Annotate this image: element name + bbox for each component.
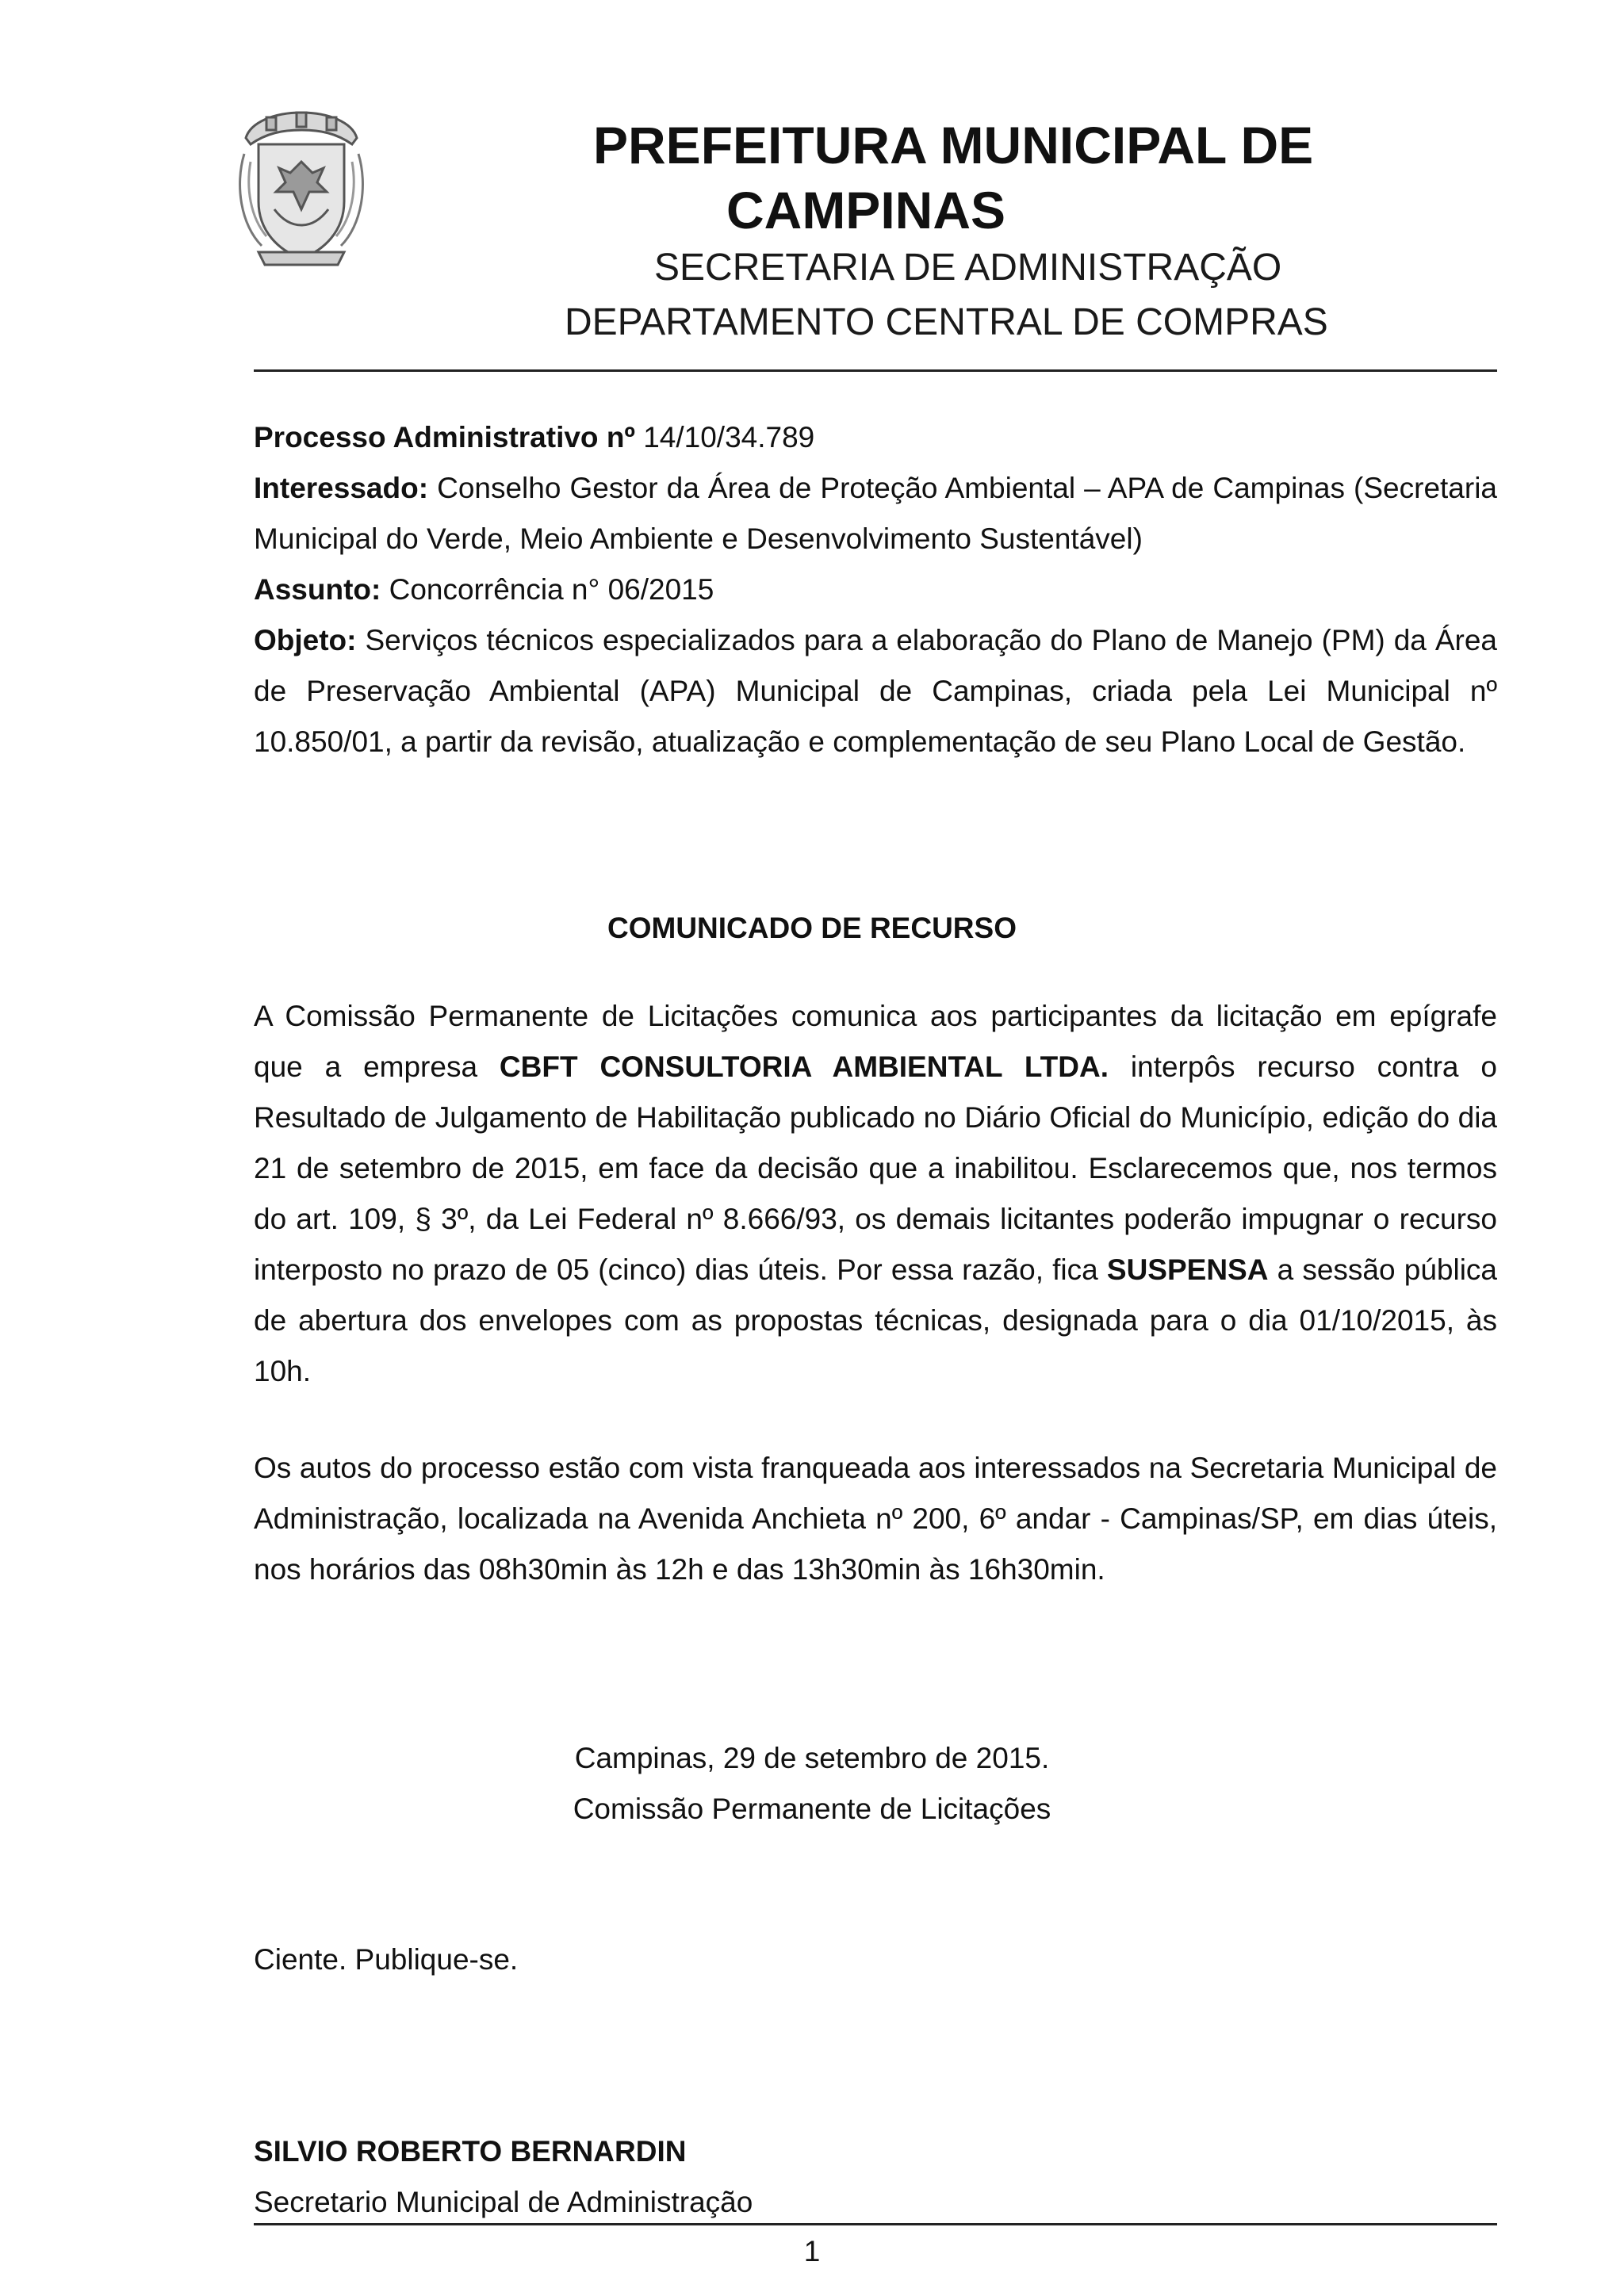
objeto-label: Objeto: xyxy=(254,624,357,656)
processo-value: 14/10/34.789 xyxy=(634,421,815,453)
objeto-line xyxy=(254,615,1497,767)
notice-paragraph-2 xyxy=(254,1443,1497,1595)
paragraph-2-text: Os autos do processo estão com vista franqueada aos interessados na Secretaria Municipal de Administração, localizada na Avenida Anchieta nº 200, 6º andar - Campinas/SP, em dias úteis, nos horários das 08h30min às 12h e das 13h30min às 16h30min. xyxy=(254,1452,1497,1586)
assunto-value: Concorrência n° 06/2015 xyxy=(381,573,714,606)
assunto-line xyxy=(254,564,1497,615)
signatory-role: Secretario Municipal de Administração xyxy=(254,2186,753,2218)
notice-paragraph-1 xyxy=(254,991,1497,1397)
header-title-line1: PREFEITURA MUNICIPAL DE xyxy=(593,116,1314,174)
page-number: 1 xyxy=(803,2235,821,2267)
processo-label: Processo Administrativo nº xyxy=(254,421,635,453)
commission-line: Comissão Permanente de Licitações xyxy=(573,1793,1051,1825)
signatory-name: SILVIO ROBERTO BERNARDIN xyxy=(254,2135,687,2168)
processo-line xyxy=(254,412,1497,463)
objeto-value: Serviços técnicos especializados para a elaboração do Plano de Manejo (PM) da Área de Preservação Ambiental (APA) Municipal de Campinas, criada pela Lei Municipal nº 10.850/01, a partir da revisão, atualização e complementação de seu Plano Local de Gestão. xyxy=(254,624,1497,758)
suspensa-emphasis: SUSPENSA xyxy=(1106,1253,1269,1286)
header-subtitle-secretaria: SECRETARIA DE ADMINISTRAÇÃO xyxy=(654,247,1282,289)
paragraph-1-part3: a sessão pública de abertura dos envelopes com as propostas técnicas, designada para o dia 01/10/2015, às 10h. xyxy=(254,1253,1497,1387)
assunto-label: Assunto: xyxy=(254,573,381,606)
process-metadata xyxy=(254,412,1497,767)
interessado-line xyxy=(254,463,1497,564)
date-block xyxy=(0,1733,1624,1835)
notice-heading: COMUNICADO DE RECURSO xyxy=(607,912,1017,944)
company-name: CBFT CONSULTORIA AMBIENTAL LTDA. xyxy=(499,1050,1109,1083)
interessado-label: Interessado: xyxy=(254,472,429,504)
date-line: Campinas, 29 de setembro de 2015. xyxy=(574,1742,1050,1774)
paragraph-1-text xyxy=(254,991,1497,1397)
paragraph-1-part2: interpôs recurso contra o Resultado de Julgamento de Habilitação publicado no Diário Oficial do Município, edição do dia 21 de setembro de 2015, em face da decisão que a inabilitou. Esclarecemos que, nos termos do art. 109, § 3º, da Lei Federal nº 8.666/93, os demais licitantes poderão impugnar o recurso interposto no prazo de 05 (cinco) dias úteis. Por essa razão, fica xyxy=(254,1050,1497,1286)
footer-divider xyxy=(254,2223,1497,2225)
ciente-line: Ciente. Publique-se. xyxy=(254,1943,519,1976)
header-divider xyxy=(254,369,1497,372)
header-title-line2: CAMPINAS xyxy=(726,181,1006,239)
coat-of-arms-icon xyxy=(227,106,376,270)
interessado-value: Conselho Gestor da Área de Proteção Ambiental – APA de Campinas (Secretaria Municipal do Verde, Meio Ambiente e Desenvolvimento Sustentável) xyxy=(254,472,1497,555)
paragraph-1-part1: A Comissão Permanente de Licitações comunica aos participantes da licitação em epígrafe que a empresa xyxy=(254,1000,1497,1083)
header-subtitle-departamento: DEPARTAMENTO CENTRAL DE COMPRAS xyxy=(565,301,1328,343)
